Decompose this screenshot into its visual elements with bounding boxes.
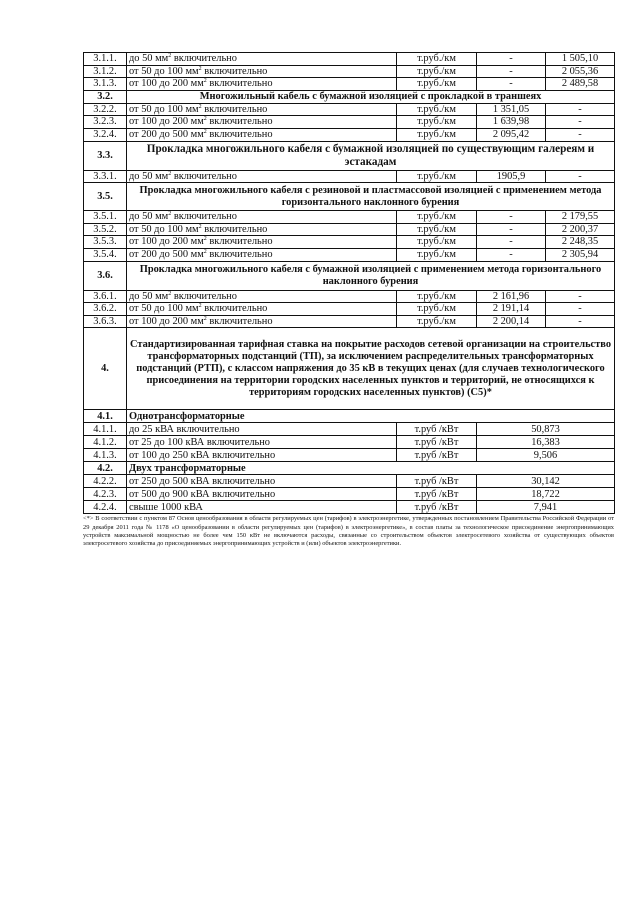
row-number: 3.6.3.: [84, 315, 127, 328]
row-number: 3.5.3.: [84, 236, 127, 249]
table-row: [84, 103, 615, 116]
superscript: 2: [203, 315, 207, 322]
row-unit: т.руб /кВт: [397, 436, 477, 449]
row-value: 7,941: [477, 501, 615, 514]
superscript: 2: [168, 170, 172, 177]
row-value-1: -: [477, 78, 546, 91]
superscript: 2: [168, 211, 172, 218]
row-unit: т.руб /кВт: [397, 501, 477, 514]
row-unit: т.руб./км: [397, 65, 477, 78]
table-row: [84, 128, 615, 141]
table-row: [84, 78, 615, 91]
section-title: Прокладка многожильного кабеля с резиновой и пластмассовой изоляцией с применением метода горизонтального наклонного бурения: [127, 183, 615, 211]
description-suffix: включительно: [201, 103, 268, 115]
section-header-row: [84, 261, 615, 290]
row-description: [127, 116, 397, 129]
section-header-row: [84, 410, 615, 423]
description-suffix: включительно: [201, 223, 268, 235]
row-number: 4.2.2.: [84, 475, 127, 488]
description-text: до 50 мм: [129, 290, 169, 302]
row-unit: т.руб./км: [397, 53, 477, 66]
row-unit: т.руб./км: [397, 315, 477, 328]
row-value-1: -: [477, 236, 546, 249]
section-number: 3.2.: [84, 90, 127, 103]
section-number: 3.5.: [84, 183, 127, 211]
row-value-2: -: [546, 315, 615, 328]
row-value: 30,142: [477, 475, 615, 488]
row-description: [127, 436, 397, 449]
superscript: 2: [198, 303, 202, 310]
row-unit: т.руб./км: [397, 248, 477, 261]
row-value-2: 2 179,55: [546, 211, 615, 224]
row-value: 16,383: [477, 436, 615, 449]
table-row: [84, 449, 615, 462]
table-row: [84, 475, 615, 488]
description-suffix: включительно: [206, 315, 273, 327]
row-description: [127, 236, 397, 249]
description-suffix: включительно: [171, 290, 237, 302]
description-text: от 100 до 200 мм: [129, 116, 204, 128]
row-description: [127, 170, 397, 183]
superscript: 2: [203, 128, 207, 135]
description-text: от 50 до 100 мм: [129, 103, 199, 115]
superscript: 2: [198, 223, 202, 230]
row-unit: т.руб./км: [397, 170, 477, 183]
row-number: 3.3.1.: [84, 170, 127, 183]
description-text: от 100 до 250 кВА включительно: [129, 449, 276, 461]
row-value: 50,873: [477, 423, 615, 436]
row-description: [127, 449, 397, 462]
row-value-1: 1 639,98: [477, 116, 546, 129]
table-row: [84, 116, 615, 129]
row-value-1: -: [477, 53, 546, 66]
section-title: Прокладка многожильного кабеля с бумажной изоляцией с применением метода горизонтального наклонного бурения: [127, 261, 615, 290]
description-suffix: включительно: [206, 248, 273, 260]
table-row: [84, 436, 615, 449]
table-row: [84, 248, 615, 261]
description-suffix: включительно: [206, 128, 273, 140]
row-value-2: -: [546, 128, 615, 141]
row-value-2: 2 489,58: [546, 78, 615, 91]
description-text: от 200 до 500 мм: [129, 248, 204, 260]
row-description: [127, 501, 397, 514]
section-header-row: [84, 462, 615, 475]
row-description: [127, 65, 397, 78]
row-number: 4.1.3.: [84, 449, 127, 462]
row-unit: т.руб./км: [397, 128, 477, 141]
section-number: 3.3.: [84, 141, 127, 170]
description-text: до 50 мм: [129, 53, 169, 64]
description-suffix: включительно: [206, 236, 273, 248]
description-suffix: включительно: [171, 211, 237, 223]
section-header-row: [84, 90, 615, 103]
description-text: до 50 мм: [129, 170, 169, 182]
row-value: 18,722: [477, 488, 615, 501]
description-text: от 50 до 100 мм: [129, 65, 199, 77]
superscript: 2: [168, 290, 172, 297]
description-suffix: включительно: [171, 170, 237, 182]
row-value-2: -: [546, 170, 615, 183]
row-value-2: 2 248,35: [546, 236, 615, 249]
row-description: [127, 315, 397, 328]
description-text: от 100 до 200 мм: [129, 315, 204, 327]
section-number: 4.: [84, 328, 127, 410]
row-description: [127, 128, 397, 141]
table-row: [84, 223, 615, 236]
section-header-row: [84, 183, 615, 211]
section-number: 3.6.: [84, 261, 127, 290]
row-number: 4.2.3.: [84, 488, 127, 501]
table-row: [84, 170, 615, 183]
row-number: 3.6.2.: [84, 303, 127, 316]
row-number: 3.2.4.: [84, 128, 127, 141]
row-unit: т.руб./км: [397, 290, 477, 303]
superscript: 2: [203, 78, 207, 85]
row-number: 3.6.1.: [84, 290, 127, 303]
footnote: <*> В соответствии с пунктом 87 Основ ценообразования в области регулируемых цен (тарифов) в электроэнергетике, утвержденных постановлением Правительства Российской Федерации от 29 декабря 2011 года № 1178 «О ценообразовании в области регулируемых цен (тарифов) в электроэнергетике», в состав платы за технологическое присоединение энергопринимающих устройств максимальной мощностью не более чем 150 кВт не включаются расходы, связанные со строительством объектов электросетевого хозяйства от существующих объектов электросетевого хозяйства до присоединяемых энергопринимающих устройств и (или) объектов электроэнергетики.: [83, 515, 614, 547]
description-suffix: включительно: [206, 78, 273, 90]
row-value-1: 1905,9: [477, 170, 546, 183]
row-unit: т.руб./км: [397, 211, 477, 224]
section-header-row: [84, 141, 615, 170]
table-row: [84, 65, 615, 78]
row-description: [127, 475, 397, 488]
section-title: Стандартизированная тарифная ставка на покрытие расходов сетевой организации на строительство трансформаторных подстанций (ТП), за исключением распределительных трансформаторных подстанций (РТП), с классом напряжения до 35 кВ в текущих ценах (для случаев технологического присоединения на территории городских населенных пунктов и территорий, не относящихся к территориям городских населенных пунктов) (С5)*: [127, 328, 615, 410]
row-unit: т.руб./км: [397, 116, 477, 129]
table-row: [84, 211, 615, 224]
row-number: 4.2.4.: [84, 501, 127, 514]
row-unit: т.руб /кВт: [397, 423, 477, 436]
row-unit: т.руб./км: [397, 236, 477, 249]
row-number: 4.1.1.: [84, 423, 127, 436]
row-description: [127, 488, 397, 501]
superscript: 2: [203, 248, 207, 255]
section-title: Многожильный кабель с бумажной изоляцией с прокладкой в траншеях: [127, 90, 615, 103]
row-number: 3.2.3.: [84, 116, 127, 129]
table-row: [84, 236, 615, 249]
description-suffix: включительно: [206, 116, 273, 128]
row-unit: т.руб /кВт: [397, 475, 477, 488]
table-row: [84, 423, 615, 436]
section-title: Прокладка многожильного кабеля с бумажной изоляцией по существующим галереям и эстакадам: [127, 141, 615, 170]
table-row: [84, 53, 615, 66]
description-suffix: включительно: [201, 65, 268, 77]
row-value-1: 2 161,96: [477, 290, 546, 303]
row-description: [127, 53, 397, 66]
row-description: [127, 223, 397, 236]
description-suffix: включительно: [171, 53, 237, 64]
row-unit: т.руб./км: [397, 223, 477, 236]
row-value-1: -: [477, 223, 546, 236]
row-value-1: 1 351,05: [477, 103, 546, 116]
row-number: 3.1.3.: [84, 78, 127, 91]
row-value: 9,506: [477, 449, 615, 462]
description-text: до 50 мм: [129, 211, 169, 223]
row-number: 3.1.2.: [84, 65, 127, 78]
row-unit: т.руб./км: [397, 103, 477, 116]
row-value-2: -: [546, 116, 615, 129]
tariff-table: [83, 52, 615, 514]
table-row: [84, 315, 615, 328]
row-unit: т.руб./км: [397, 78, 477, 91]
superscript: 2: [203, 236, 207, 243]
row-value-2: 2 200,37: [546, 223, 615, 236]
section-title: Однотрансформаторные: [127, 410, 615, 423]
section-number: 4.1.: [84, 410, 127, 423]
row-value-2: 2 055,36: [546, 65, 615, 78]
description-text: до 25 кВА включительно: [129, 423, 240, 435]
row-value-2: 1 505,10: [546, 53, 615, 66]
description-text: от 500 до 900 кВА включительно: [129, 488, 276, 500]
row-value-1: 2 191,14: [477, 303, 546, 316]
row-number: 4.1.2.: [84, 436, 127, 449]
row-description: [127, 290, 397, 303]
row-description: [127, 211, 397, 224]
row-number: 3.1.1.: [84, 53, 127, 66]
superscript: 2: [168, 53, 172, 59]
row-description: [127, 103, 397, 116]
row-unit: т.руб /кВт: [397, 488, 477, 501]
row-value-1: 2 095,42: [477, 128, 546, 141]
description-text: от 250 до 500 кВА включительно: [129, 475, 276, 487]
row-value-2: -: [546, 290, 615, 303]
row-unit: т.руб /кВт: [397, 449, 477, 462]
superscript: 2: [198, 65, 202, 72]
row-unit: т.руб./км: [397, 303, 477, 316]
row-number: 3.5.4.: [84, 248, 127, 261]
row-value-2: -: [546, 103, 615, 116]
section-number: 4.2.: [84, 462, 127, 475]
row-number: 3.5.2.: [84, 223, 127, 236]
table-row: [84, 303, 615, 316]
description-text: от 200 до 500 мм: [129, 128, 204, 140]
row-number: 3.5.1.: [84, 211, 127, 224]
row-description: [127, 303, 397, 316]
superscript: 2: [198, 103, 202, 110]
row-value-1: -: [477, 211, 546, 224]
row-description: [127, 78, 397, 91]
table-row: [84, 501, 615, 514]
row-description: [127, 423, 397, 436]
row-number: 3.2.2.: [84, 103, 127, 116]
description-text: от 50 до 100 мм: [129, 303, 199, 315]
table-row: [84, 488, 615, 501]
section-title: Двух трансформаторные: [127, 462, 615, 475]
row-value-1: 2 200,14: [477, 315, 546, 328]
description-text: свыше 1000 кВА: [129, 501, 203, 513]
description-text: от 50 до 100 мм: [129, 223, 199, 235]
row-value-1: -: [477, 65, 546, 78]
superscript: 2: [203, 116, 207, 123]
row-value-2: -: [546, 303, 615, 316]
row-value-2: 2 305,94: [546, 248, 615, 261]
description-suffix: включительно: [201, 303, 268, 315]
description-text: от 100 до 200 мм: [129, 78, 204, 90]
tariff-document: [83, 52, 614, 548]
description-text: от 100 до 200 мм: [129, 236, 204, 248]
table-row: [84, 290, 615, 303]
row-value-1: -: [477, 248, 546, 261]
section-header-row: [84, 328, 615, 410]
row-description: [127, 248, 397, 261]
description-text: от 25 до 100 кВА включительно: [129, 436, 270, 448]
